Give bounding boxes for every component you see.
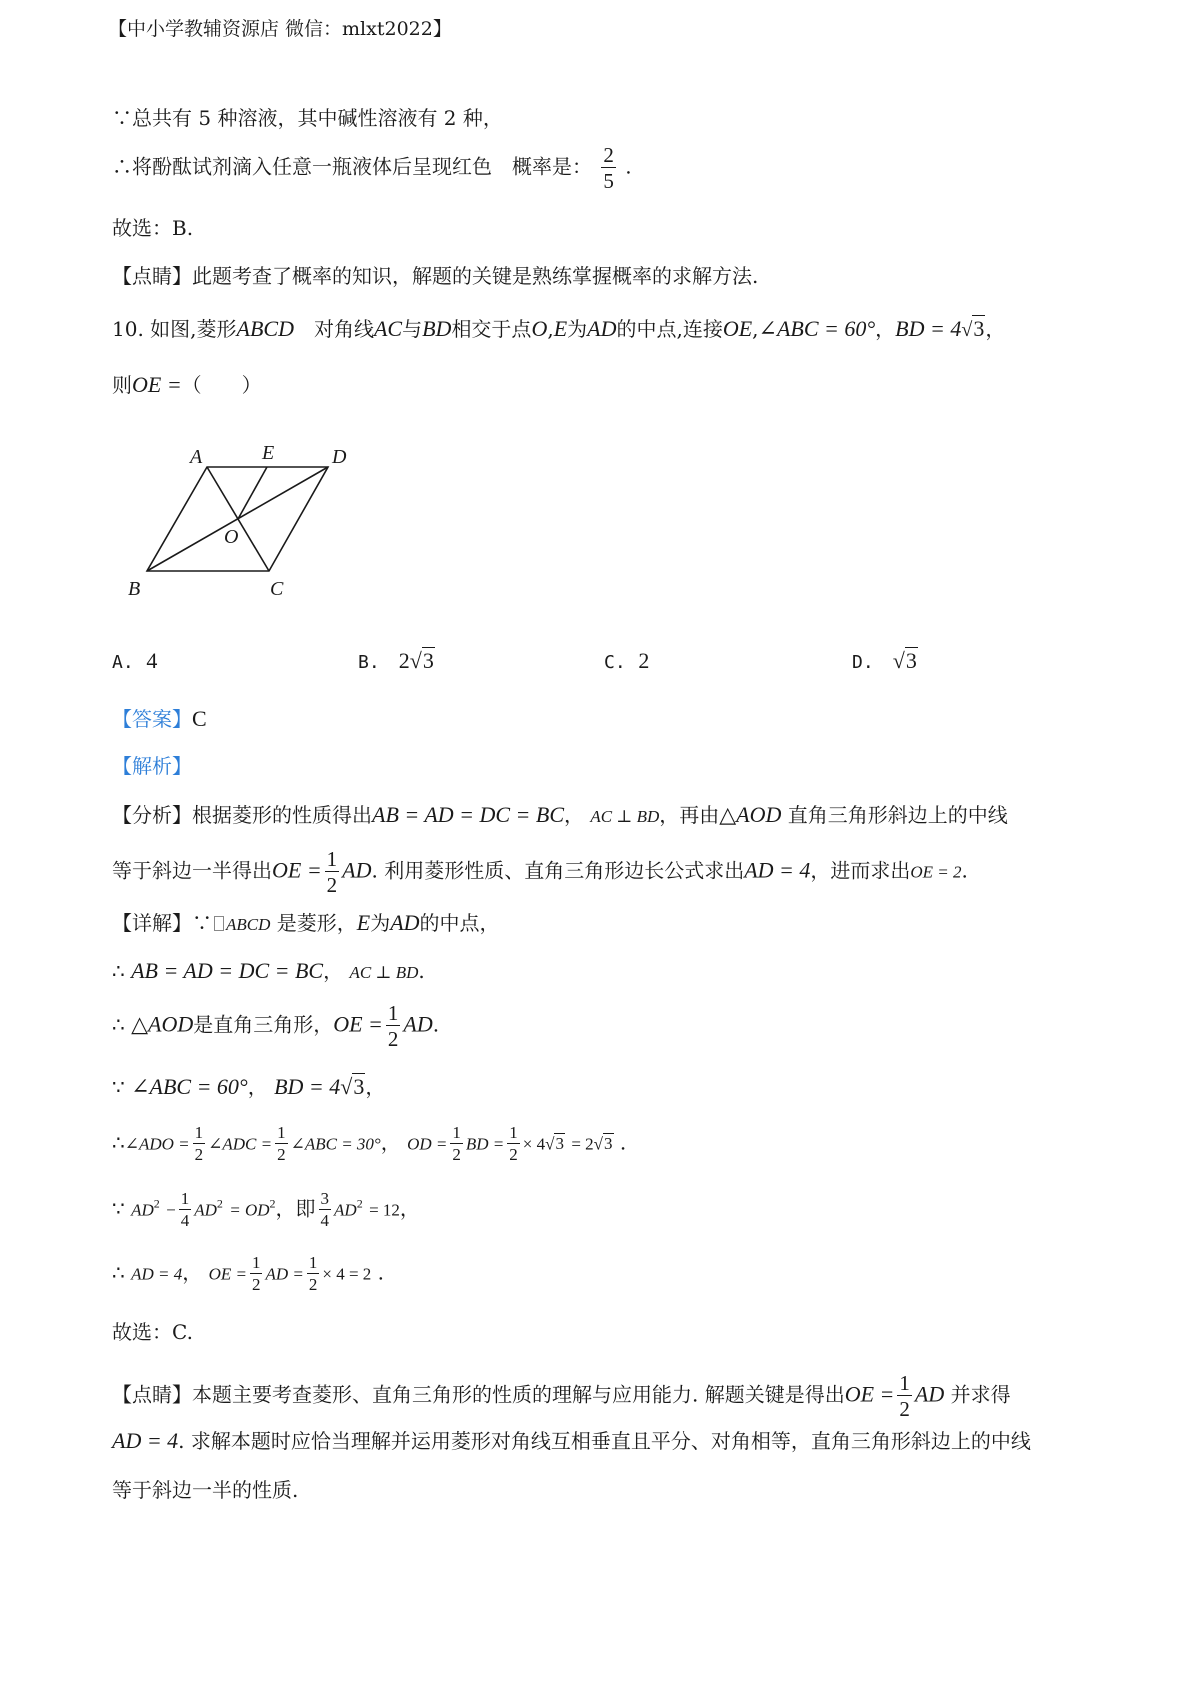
detail-line2: ∴ △AOD是直角三角形，OE = $\frac{1}{2}$ AD. bbox=[112, 1001, 440, 1052]
header-watermark: 【中小学教辅资源店 微信：mlxt2022】 bbox=[108, 18, 452, 40]
detail-line0: 【详解】∵ ABCD 是菱形，E为AD的中点， bbox=[112, 910, 500, 935]
dianjing-line1: 【点睛】本题主要考查菱形、直角三角形的性质的理解与应用能力. 解题关键是得出OE = $\frac{1}{2}$ AD 并求得 bbox=[112, 1371, 1011, 1422]
half-fraction: $\frac{1}{2}$ bbox=[326, 847, 338, 898]
detail-choice: 故选：C. bbox=[112, 1320, 193, 1344]
label-c: C bbox=[270, 578, 284, 600]
detail-line4: ∴∠ADO = $\frac{1}{2}$ ∠ADC = $\frac{1}{2}$ ∠ABC = 30°， OD = $\frac{1}{2}$ BD = $\frac{1}{2}$ × 4√3 = 2√3 . bbox=[112, 1123, 627, 1164]
fenxi-line2: 等于斜边一半得出OE = $\frac{1}{2}$ AD. 利用菱形性质、直角三角形边长公式求出AD = 4，进而求出OE = 2. bbox=[112, 847, 968, 898]
option-a[interactable]: A. 4 bbox=[112, 648, 158, 673]
detail-line6: ∴ AD = 4， OE = $\frac{1}{2}$ AD = $\frac{1}{2}$ × 4 = 2 . bbox=[112, 1253, 385, 1294]
answer-tag: 【答案】 bbox=[112, 707, 192, 731]
detail-line3: ∵ ∠ABC = 60°， BD = 4√3， bbox=[112, 1074, 386, 1099]
question-line1: 10. 如图,菱形ABCD 对角线AC与BD相交于点O,E为AD的中点,连接OE,∠ABC = 60°，BD = 4√3， bbox=[112, 316, 1006, 341]
prev-solution-line2: ∴将酚酞试剂滴入任意一瓶液体后呈现红色 概率是： $\frac{2}{5}$ . bbox=[112, 143, 632, 194]
answer-line: 【答案】C bbox=[112, 706, 207, 731]
option-d[interactable]: D. √3 bbox=[852, 648, 917, 673]
dianjing-line3: 等于斜边一半的性质. bbox=[112, 1478, 299, 1502]
diagonal-bd bbox=[147, 467, 328, 571]
probability-fraction: $\frac{2}{5}$ bbox=[603, 143, 614, 194]
detail-line5: ∵ $AD^2$ − $\frac{1}{4}$ $AD^2 = OD^2$，即 $\frac{3}{4}$ $AD^2 = 12$， bbox=[112, 1189, 420, 1230]
label-o: O bbox=[224, 526, 239, 548]
prev-comment: 【点睛】此题考查了概率的知识，解题的关键是熟练掌握概率的求解方法. bbox=[112, 264, 759, 288]
question-line2: 则OE =（ ） bbox=[112, 372, 262, 397]
label-a: A bbox=[190, 446, 203, 468]
analysis-tag: 【解析】 bbox=[112, 754, 192, 778]
option-b[interactable]: B. 2√3 bbox=[358, 648, 434, 673]
detail-line1: ∴ AB = AD = DC = BC， AC ⊥ BD. bbox=[112, 958, 425, 983]
parallelogram-symbol bbox=[214, 916, 224, 931]
label-d: D bbox=[332, 446, 347, 468]
label-e: E bbox=[262, 442, 275, 464]
dianjing-line2: AD = 4. 求解本题时应恰当理解并运用菱形对角线互相垂直且平分、对角相等，直角三角形斜边上的中线 bbox=[112, 1428, 1031, 1453]
option-c[interactable]: C. 2 bbox=[604, 648, 650, 673]
prev-solution-line1: ∵总共有 5 种溶液，其中碱性溶液有 2 种， bbox=[112, 106, 503, 130]
fenxi-line1: 【分析】根据菱形的性质得出AB = AD = DC = BC， AC ⊥ BD，再由△AOD 直角三角形斜边上的中线 bbox=[112, 802, 1008, 827]
rhombus-figure bbox=[120, 435, 360, 605]
label-b: B bbox=[128, 578, 141, 600]
prev-choice: 故选：B. bbox=[112, 216, 194, 240]
